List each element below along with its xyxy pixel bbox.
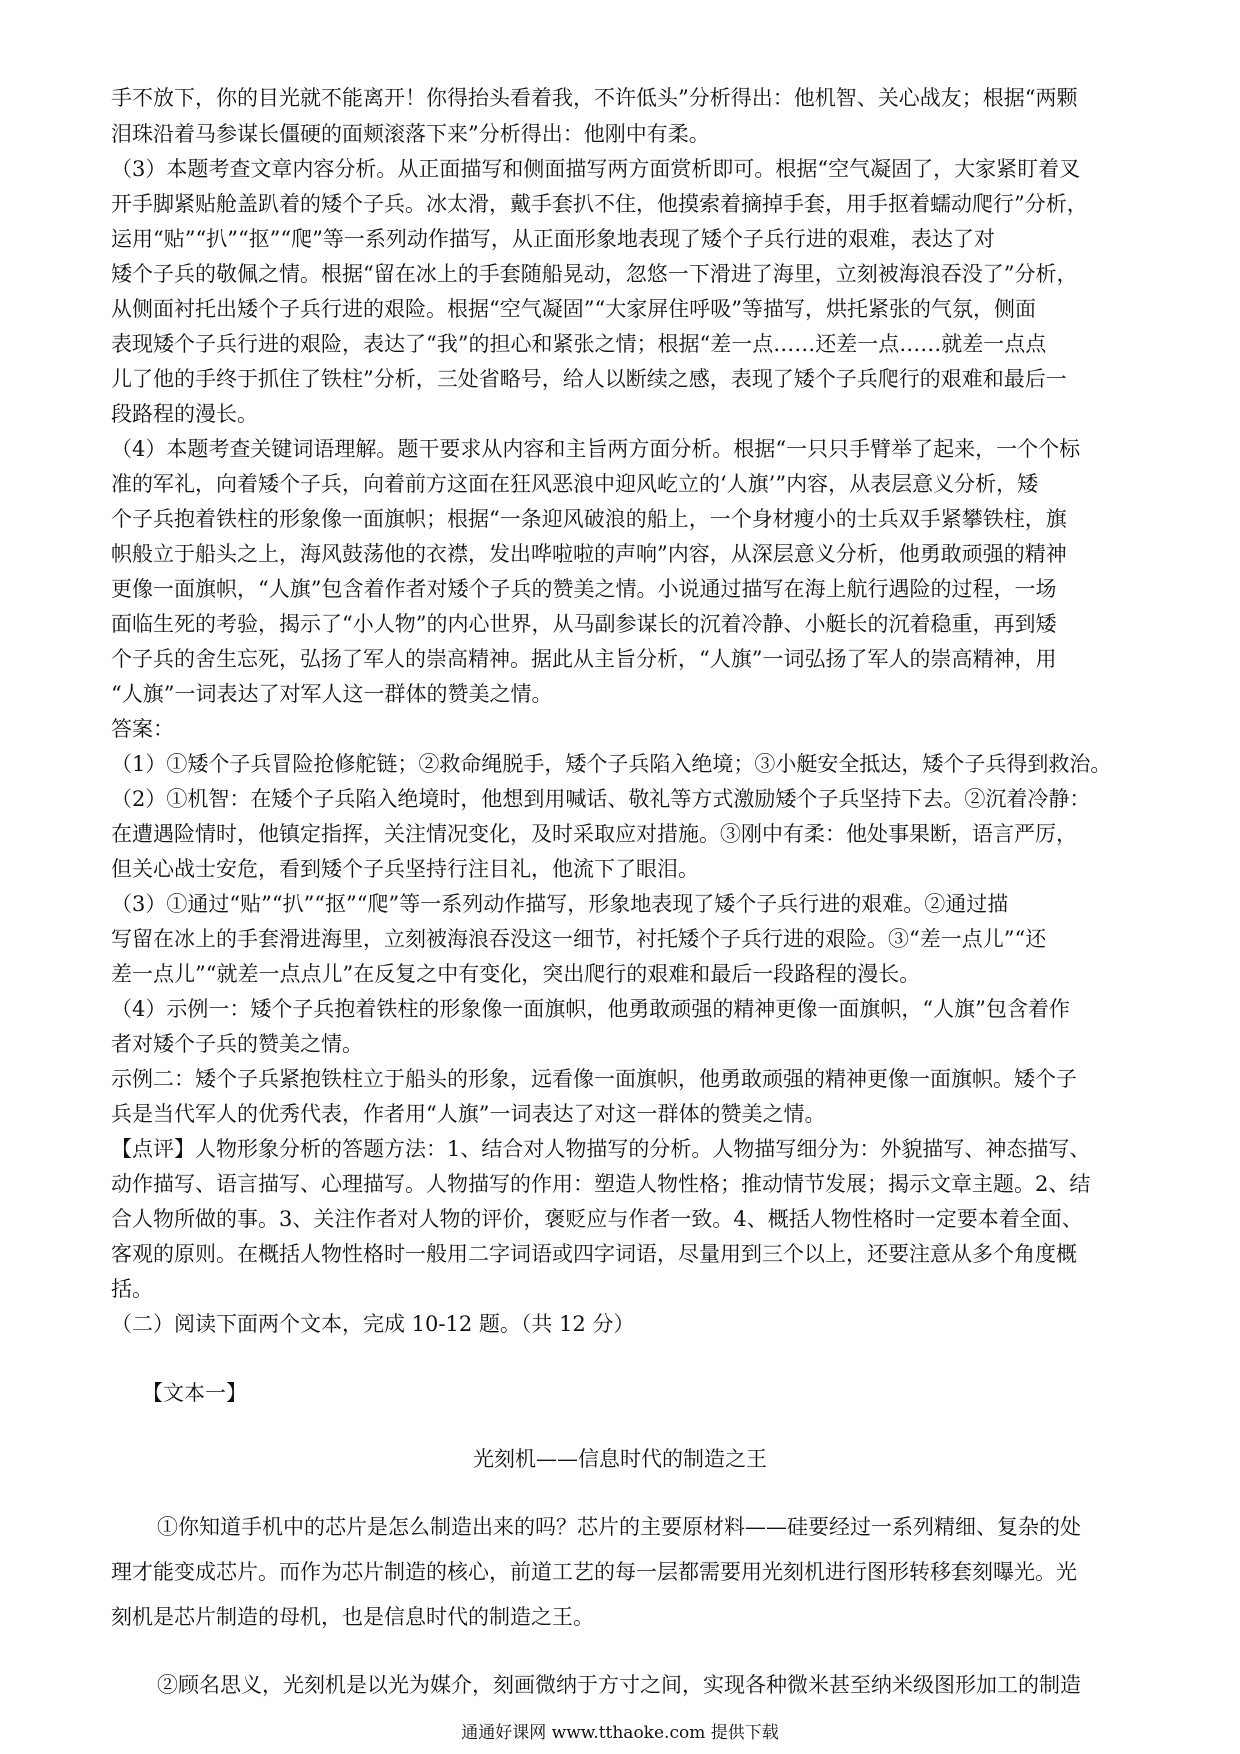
text-line: 个子兵的舍生忘死，弘扬了军人的崇高精神。据此从主旨分析，“人旗”一词弘扬了军人的崇高精神，用 bbox=[111, 647, 1057, 671]
text-line: ②顾名思义，光刻机是以光为媒介，刻画微纳于方寸之间，实现各种微米甚至纳米级图形加工的制造 bbox=[157, 1673, 1081, 1697]
text-line: 帜般立于船头之上，海风鼓荡他的衣襟，发出哗啦啦的声响”内容，从深层意义分析，他勇敢顽强的精神 bbox=[111, 542, 1067, 566]
text-line: 手不放下，你的目光就不能离开！你得抬头看着我，不许低头”分析得出：他机智、关心战友；根据“两颗 bbox=[111, 86, 1078, 110]
text-line: 理才能变成芯片。而作为芯片制造的核心，前道工艺的每一层都需要用光刻机进行图形转移套刻曝光。光 bbox=[111, 1560, 1077, 1584]
text-line: （4）示例一：矮个子兵抱着铁柱的形象像一面旗帜，他勇敢顽强的精神更像一面旗帜，“人旗”包含着作 bbox=[111, 997, 1070, 1021]
text-line: 开手脚紧贴舱盖趴着的矮个子兵。冰太滑，戴手套扒不住，他摸索着摘掉手套，用手抠着蠕动爬行”分析， bbox=[111, 192, 1088, 216]
page-footer: 通通好课网 www.tthaoke.com 提供下载 bbox=[461, 1723, 779, 1743]
text-line: 从侧面衬托出矮个子兵行进的艰险。根据“空气凝固”“大家屏住呼吸”等描写，烘托紧张的气氛，侧面 bbox=[111, 297, 1036, 321]
text-line: 更像一面旗帜，“人旗”包含着作者对矮个子兵的赞美之情。小说通过描写在海上航行遇险的过程，一场 bbox=[111, 577, 1057, 601]
text-line: ①你知道手机中的芯片是怎么制造出来的吗？芯片的主要原材料——硅要经过一系列精细、复杂的处 bbox=[157, 1515, 1081, 1539]
text-line: 面临生死的考验，揭示了“小人物”的内心世界，从马副参谋长的沉着冷静、小艇长的沉着稳重，再到矮 bbox=[111, 612, 1057, 636]
text-line: （4）本题考查关键词语理解。题干要求从内容和主旨两方面分析。根据“一只只手臂举了起来，一个个标 bbox=[111, 437, 1081, 461]
text-line: 客观的原则。在概括人物性格时一般用二字词语或四字词语，尽量用到三个以上，还要注意从多个角度概 bbox=[111, 1242, 1077, 1266]
text-line: （3）本题考查文章内容分析。从正面描写和侧面描写两方面赏析即可。根据“空气凝固了，大家紧盯着叉 bbox=[111, 157, 1081, 181]
article-title: 光刻机——信息时代的制造之王 bbox=[473, 1447, 767, 1471]
text-line: 示例二：矮个子兵紧抱铁柱立于船头的形象，远看像一面旗帜，他勇敢顽强的精神更像一面旗帜。矮个子 bbox=[111, 1067, 1077, 1091]
text-line: 写留在冰上的手套滑进海里，立刻被海浪吞没这一细节，衬托矮个子兵行进的艰险。③“差一点儿”“还 bbox=[111, 927, 1047, 951]
answer-label: 答案： bbox=[111, 717, 174, 741]
text-line: 段路程的漫长。 bbox=[111, 402, 258, 426]
text-line: 但关心战士安危，看到矮个子兵坚持行注目礼，他流下了眼泪。 bbox=[111, 857, 699, 881]
text-line: 个子兵抱着铁柱的形象像一面旗帜；根据“一条迎风破浪的船上，一个身材瘦小的士兵双手紧攀铁柱，旗 bbox=[111, 507, 1067, 531]
text-line: （3）①通过“贴”“扒”“抠”“爬”等一系列动作描写，形象地表现了矮个子兵行进的艰难。②通过描 bbox=[111, 892, 1009, 916]
text-line: 动作描写、语言描写、心理描写。人物描写的作用：塑造人物性格；推动情节发展；揭示文章主题。2、结 bbox=[111, 1172, 1091, 1196]
text-line: 儿了他的手终于抓住了铁柱”分析，三处省略号，给人以断续之感，表现了矮个子兵爬行的艰难和最后一 bbox=[111, 367, 1067, 391]
text-line: （2）①机智：在矮个子兵陷入绝境时，他想到用喊话、敬礼等方式激励矮个子兵坚持下去。②沉着冷静： bbox=[111, 787, 1091, 811]
text-line: 运用“贴”“扒”“抠”“爬”等一系列动作描写，从正面形象地表现了矮个子兵行进的艰难，表达了对 bbox=[111, 227, 995, 251]
comment-line: 【点评】人物形象分析的答题方法：1、结合对人物描写的分析。人物描写细分为：外貌描写、神态描写、 bbox=[111, 1137, 1091, 1161]
text-line: 兵是当代军人的优秀代表，作者用“人旗”一词表达了对这一群体的赞美之情。 bbox=[111, 1102, 826, 1126]
text-line: 差一点儿”“就差一点点儿”在反复之中有变化，突出爬行的艰难和最后一段路程的漫长。 bbox=[111, 962, 921, 986]
text-line: “人旗”一词表达了对军人这一群体的赞美之情。 bbox=[111, 682, 553, 706]
text-line: 刻机是芯片制造的母机，也是信息时代的制造之王。 bbox=[111, 1605, 594, 1629]
text-line: 矮个子兵的敬佩之情。根据“留在冰上的手套随船晃动，忽悠一下滑进了海里，立刻被海浪吞没了”分析， bbox=[111, 262, 1078, 286]
text-line: 准的军礼，向着矮个子兵，向着前方这面在狂风恶浪中迎风屹立的‘人旗’”内容，从表层意义分析，矮 bbox=[111, 472, 1039, 496]
text-line: 括。 bbox=[111, 1277, 153, 1301]
text-line: 泪珠沿着马参谋长僵硬的面颊滚落下来”分析得出：他刚中有柔。 bbox=[111, 122, 710, 146]
text-line: （1）①矮个子兵冒险抢修舵链；②救命绳脱手，矮个子兵陷入绝境；③小艇安全抵达，矮个子兵得到救治。 bbox=[111, 752, 1112, 776]
text-line: 表现矮个子兵行进的艰险，表达了“我”的担心和紧张之情；根据“差一点……还差一点……就差一点点 bbox=[111, 332, 1047, 356]
text-line: 合人物所做的事。3、关注作者对人物的评价，褒贬应与作者一致。4、概括人物性格时一定要本着全面、 bbox=[111, 1207, 1083, 1231]
text-line: 者对矮个子兵的赞美之情。 bbox=[111, 1032, 363, 1056]
section-instruction: （二）阅读下面两个文本，完成 10-12 题。（共 12 分） bbox=[111, 1312, 635, 1336]
text-line: 在遭遇险情时，他镇定指挥，关注情况变化，及时采取应对措施。③刚中有柔：他处事果断，语言严厉， bbox=[111, 822, 1077, 846]
text1-heading: 【文本一】 bbox=[142, 1381, 247, 1405]
